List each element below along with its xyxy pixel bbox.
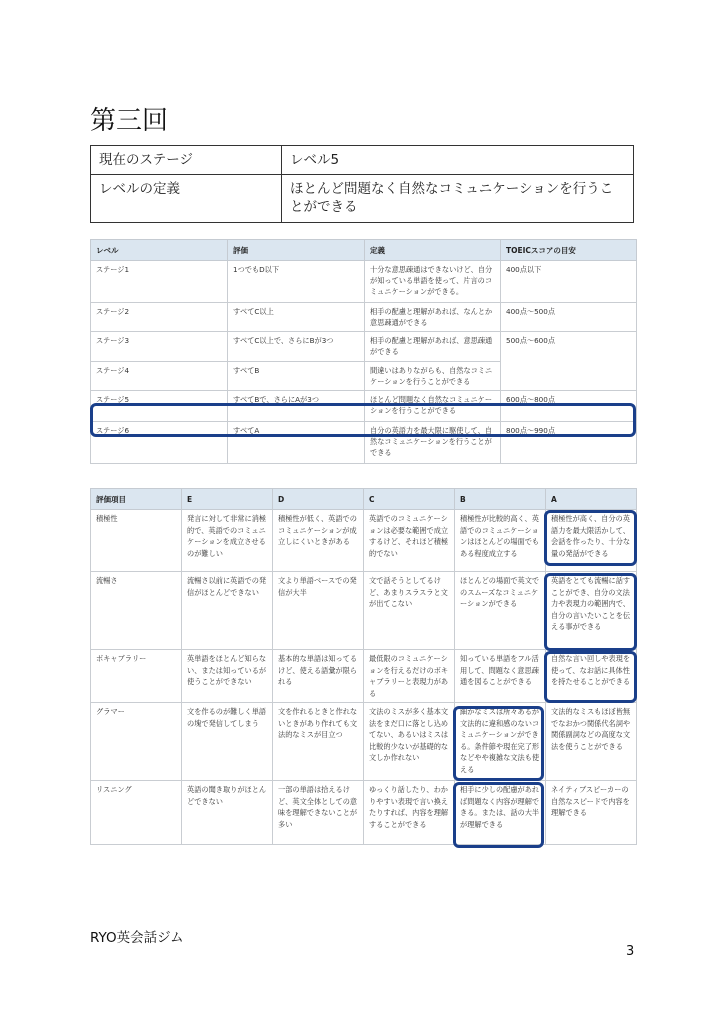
grade-cell: 英語の聞き取りがほとんどできない xyxy=(182,781,273,845)
grade-cell: 文法的なミスもほぼ皆無でなおかつ関係代名詞や関係副詞などの高度な文法を使うことができる xyxy=(546,703,637,781)
grade-cell: 英語でのコミュニケーションは必要な範囲で成立するけど、それほど積極的でない xyxy=(364,510,455,572)
summary-value: レベル5 xyxy=(282,146,634,175)
header-definition: 定義 xyxy=(365,240,501,261)
definition-cell: 相手の配慮と理解があれば、なんとか意思疎通ができる xyxy=(365,303,501,332)
definition-cell: 間違いはありながらも、自然なコミニケーションを行うことができる xyxy=(365,361,501,390)
level-cell: ステージ3 xyxy=(91,332,228,361)
table-row xyxy=(91,303,637,332)
header-toeic: TOEICスコアの目安 xyxy=(501,240,637,261)
definition-cell: 自分の英語力を最大限に駆使して、自然なコミュニケーションを行うことができる xyxy=(365,421,501,463)
header-criteria: 評価項目 xyxy=(91,489,182,510)
header-grade-d: D xyxy=(273,489,364,510)
page-title: 第三回 xyxy=(90,106,169,136)
eval-cell: 1つでもD以下 xyxy=(228,261,365,303)
summary-value: ほとんど問題なく自然なコミュニケーションを行うことができる xyxy=(282,175,634,222)
criteria-item: 流暢さ xyxy=(91,572,182,650)
grade-cell: 文を作るのが難しく単語の塊で発信してしまう xyxy=(182,703,273,781)
grade-cell: 英語をとても流暢に話すことができ、自分の文法力や表現力の範囲内で、自分の言いたいことを伝える事ができる xyxy=(546,572,637,650)
grade-cell: 発言に対して非常に消極的で、英語でのコミュニケーションを成立させるのが難しい xyxy=(182,510,273,572)
criteria-table-header xyxy=(91,489,637,510)
header-grade-e: E xyxy=(182,489,273,510)
level-cell: ステージ6 xyxy=(91,421,228,463)
grade-cell: 細かなミスは所々あるが文法的に違和感のないコミュニケーションができる。条件節や現在完了形などやや複雑な文法も使える xyxy=(455,703,546,781)
definition-cell: 相手の配慮と理解があれば、意思疎通ができる xyxy=(365,332,501,361)
grade-cell: 積極性が高く、自分の英語力を最大限活かして、会話を作ったり、十分な量の発話ができる xyxy=(546,510,637,572)
definition-cell: 十分な意思疎通はできないけど、自分が知っている単語を使って、片言のコミュニケーションができる。 xyxy=(365,261,501,303)
grade-cell: 知っている単語をフル活用して、問題なく意思疎通を図ることができる xyxy=(455,650,546,703)
table-row xyxy=(91,332,637,361)
criteria-item: ボキャブラリー xyxy=(91,650,182,703)
stage-summary-table xyxy=(90,145,634,223)
header-grade-c: C xyxy=(364,489,455,510)
grade-cell: 最低限のコミュニケーションを行えるだけのボキャブラリーと表現力がある xyxy=(364,650,455,703)
toeic-cell: 400点〜500点 xyxy=(501,303,637,332)
table-row xyxy=(91,261,637,303)
level-table xyxy=(90,239,637,464)
grade-cell: 英単語をほとんど知らない、または知っているが使うことができない xyxy=(182,650,273,703)
summary-row-current-stage xyxy=(91,146,634,175)
definition-cell: ほとんど問題なく自然なコミュニケーションを行うことができる xyxy=(365,390,501,421)
grade-cell: 積極性が比較的高く、英語でのコミュニケーションはほとんどの場面でもある程度成立する xyxy=(455,510,546,572)
table-row xyxy=(91,650,637,703)
table-row xyxy=(91,703,637,781)
grade-cell: ほとんどの場面で英文でのスムーズなコミュニケーションができる xyxy=(455,572,546,650)
eval-cell: すべてA xyxy=(228,421,365,463)
toeic-cell: 600点〜800点 xyxy=(501,390,637,421)
table-row xyxy=(91,781,637,845)
summary-label: 現在のステージ xyxy=(91,146,282,175)
summary-label: レベルの定義 xyxy=(91,175,282,222)
header-grade-b: B xyxy=(455,489,546,510)
header-grade-a: A xyxy=(546,489,637,510)
toeic-cell: 800点〜990点 xyxy=(501,421,637,463)
criteria-item: リスニング xyxy=(91,781,182,845)
summary-row-level-definition xyxy=(91,175,634,222)
grade-cell: 文法のミスが多く基本文法をまだ口に落とし込めてない、あるいはミスは比較的少ないが基礎的な文しか作れない xyxy=(364,703,455,781)
toeic-cell: 400点以下 xyxy=(501,261,637,303)
level-cell: ステージ1 xyxy=(91,261,228,303)
grade-cell: 文を作れるときと作れないときがあり作れても文法的なミスが目立つ xyxy=(273,703,364,781)
footer-brand: RYO英会話ジム xyxy=(90,930,184,946)
page-number: 3 xyxy=(626,944,635,959)
table-row xyxy=(91,572,637,650)
criteria-item: 積極性 xyxy=(91,510,182,572)
toeic-cell: 500点〜600点 xyxy=(501,332,637,391)
grade-cell: 流暢さ以前に英語での発信がほとんどできない xyxy=(182,572,273,650)
header-level: レベル xyxy=(91,240,228,261)
level-cell: ステージ2 xyxy=(91,303,228,332)
grade-cell: 基本的な単語は知ってるけど、使える語彙が限られる xyxy=(273,650,364,703)
table-row xyxy=(91,421,637,463)
grade-cell: 相手に少しの配慮があれば問題なく内容が理解できる。または、話の大半が理解できる xyxy=(455,781,546,845)
table-row xyxy=(91,510,637,572)
grade-cell: 一部の単語は拾えるけど、英文全体としての意味を理解できないことが多い xyxy=(273,781,364,845)
grade-cell: ゆっくり話したり、わかりやすい表現で言い換えたりすれば、内容を理解することができる xyxy=(364,781,455,845)
grade-cell: ネイティブスピーカーの自然なスピードで内容を理解できる xyxy=(546,781,637,845)
level-cell: ステージ5 xyxy=(91,390,228,421)
level-cell: ステージ4 xyxy=(91,361,228,390)
eval-cell: すべてC以上で、さらにBが3つ xyxy=(228,332,365,361)
grade-cell: 文より単語ベースでの発信が大半 xyxy=(273,572,364,650)
grade-cell: 文で話そうとしてるけど、あまりスラスラと文が出てこない xyxy=(364,572,455,650)
header-eval: 評価 xyxy=(228,240,365,261)
criteria-table xyxy=(90,488,637,845)
eval-cell: すべてC以上 xyxy=(228,303,365,332)
eval-cell: すべてBで、さらにAが3つ xyxy=(228,390,365,421)
grade-cell: 積極性が低く、英語でのコミュニケーションが成立しにくいときがある xyxy=(273,510,364,572)
level-table-header xyxy=(91,240,637,261)
grade-cell: 自然な言い回しや表現を使って、なお話に具体性を持たせることができる xyxy=(546,650,637,703)
criteria-item: グラマー xyxy=(91,703,182,781)
eval-cell: すべてB xyxy=(228,361,365,390)
table-row xyxy=(91,390,637,421)
